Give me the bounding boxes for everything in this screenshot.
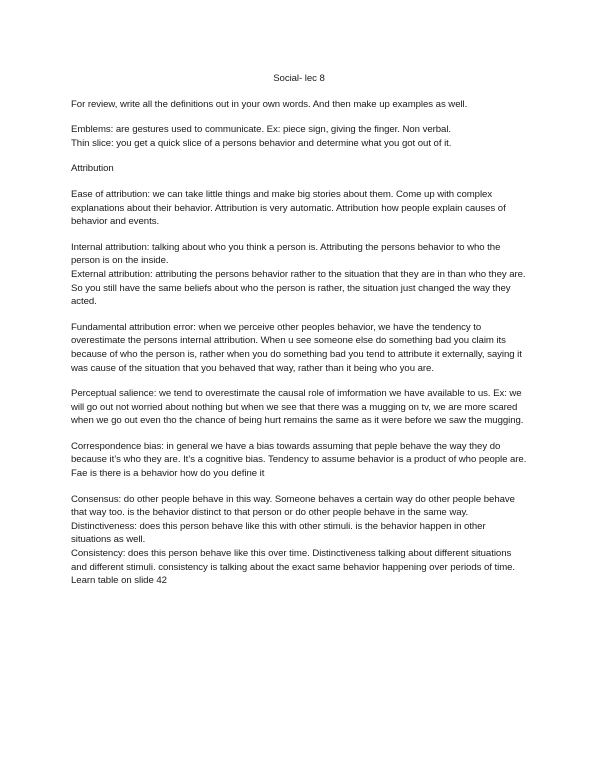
learn-table-note: Learn table on slide 42 [71, 575, 167, 587]
attribution-heading: Attribution [71, 163, 114, 175]
correspondence-bias-definition: Correspondence bias: in general we have a bias towards assuming that peple behave the way they do because it’s who they are. It’s a cognitive bias. Tendency to assume behavior is a product of who people are. Fae is there is a behavior how do you define it [71, 440, 527, 480]
thin-slice-definition: Thin slice: you get a quick slice of a persons behavior and determine what you got out of it. [71, 137, 452, 149]
internal-attribution-definition: Internal attribution: talking about who you think a person is. Attributing the persons behavior to who the person is on the inside. [71, 241, 501, 267]
external-attribution-definition: External attribution: attributing the persons behavior rather to the situation that they are in than who they are. So you still have the same beliefs about who the person is rather, the situation just changed the way they acted. [71, 268, 526, 308]
document-title: Social- lec 8 [273, 73, 325, 84]
ease-of-attribution-definition: Ease of attribution: we can take little things and make big stories about them. Come up with complex explanations about their behavior. Attribution is very automatic. Attribution how people explain causes of behavior and events. [71, 188, 506, 228]
consensus-definition: Consensus: do other people behave in this way. Someone behaves a certain way do other people behave that way too. is the behavior distinct to that person or do other people behave in the same way. [71, 493, 515, 519]
perceptual-salience-definition: Perceptual salience: we tend to overestimate the causal role of imformation we have available to us. Ex: we will go out not worried about nothing but when we see that there was a mugging on tv, we are more scared when we go out even tho the chance of being hurt remains the same as it were before we saw the mugging. [71, 388, 524, 427]
consistency-definition: Consistency: does this person behave like this over time. Distinctiveness talking about different situations and different stimuli. consistency is talking about the exact same behavior happening over periods of time. [71, 548, 516, 573]
emblems-definition: Emblems: are gestures used to communicate. Ex: piece sign, giving the finger. Non verbal. [71, 124, 452, 136]
intro-paragraph: For review, write all the definitions out in your own words. And then make up examples as well. [71, 98, 468, 110]
distinctiveness-definition: Distinctiveness: does this person behave like this with other stimuli. is the behavior happen in other situations as well. [71, 520, 486, 546]
fundamental-attribution-error-definition: Fundamental attribution error: when we perceive other peoples behavior, we have the tendency to overestimate the persons internal attribution. When u see someone else do something bad you claim its because of who the person is, rather when you do something bad you tend to attribute it externally, saying it was cause of the situation that you behaved that way, rather than it being who you are. [71, 321, 522, 374]
